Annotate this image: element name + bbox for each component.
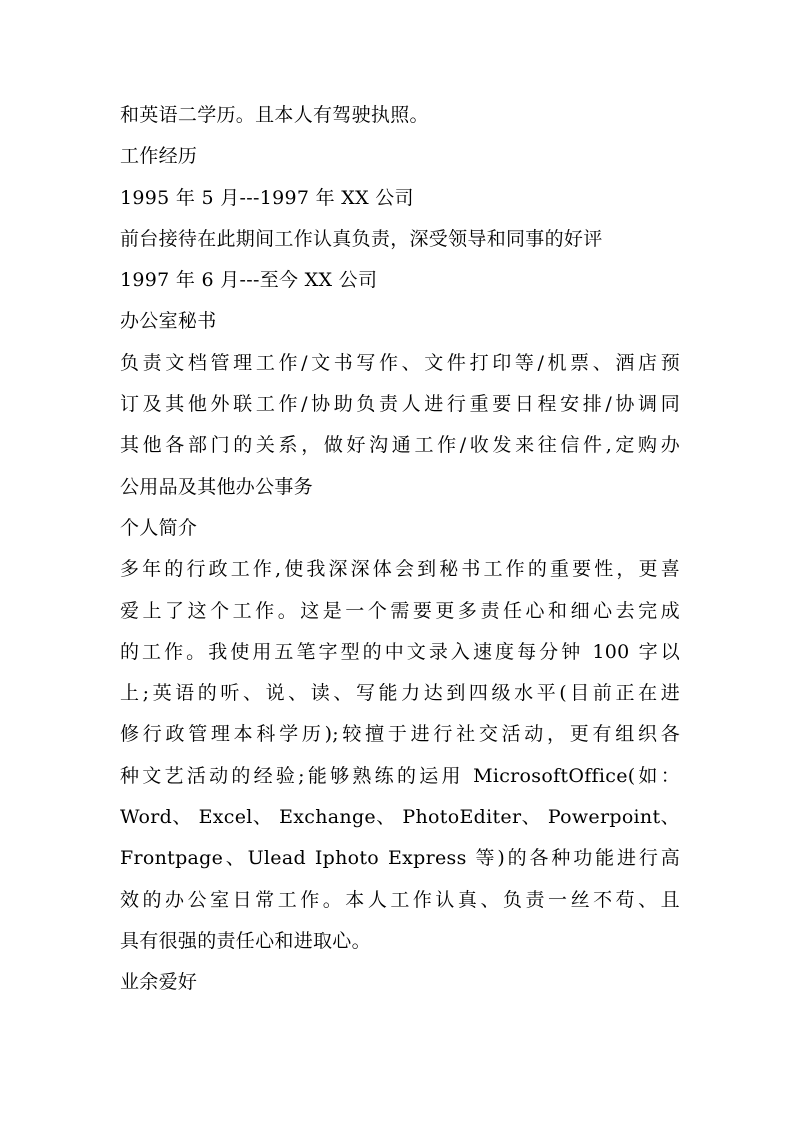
job-period-1: 1995 年 5 月---1997 年 XX 公司 <box>120 186 414 209</box>
profile-line-1: 多年的行政工作,使我深深体会到秘书工作的重要性，更喜 <box>120 558 680 581</box>
profile-line-5: 修行政管理本科学历);较擅于进行社交活动，更有组织各 <box>120 723 680 746</box>
job-description-2-line-2: 订及其他外联工作/协助负责人进行重要日程安排/协调同 <box>120 393 680 416</box>
profile-line-10: 具有很强的责任心和进取心。 <box>120 929 371 952</box>
text-line-education-license: 和英语二学历。且本人有驾驶执照。 <box>120 104 429 126</box>
document-body <box>120 95 680 1004</box>
profile-line-6: 种文艺活动的经验;能够熟练的运用 MicrosoftOffice(如： <box>120 764 680 787</box>
profile-line-7: Word、 Excel、 Exchange、 PhotoEditer、 Powerpoint、 <box>120 806 680 829</box>
job-description-2-line-1: 负责文档管理工作/文书写作、文件打印等/机票、酒店预 <box>120 351 680 374</box>
profile-line-8: Frontpage、Ulead Iphoto Express 等)的各种功能进行高 <box>120 847 680 870</box>
profile-line-3: 的工作。我使用五笔字型的中文录入速度每分钟 100 字以 <box>120 640 680 663</box>
profile-line-2: 爱上了这个工作。这是一个需要更多责任心和细心去完成 <box>120 599 680 622</box>
profile-line-4: 上;英语的听、说、读、写能力达到四级水平(目前正在进 <box>120 682 680 705</box>
section-heading-personal-profile: 个人简介 <box>120 516 198 539</box>
section-heading-work-experience: 工作经历 <box>120 145 198 168</box>
job-description-2-line-4: 公用品及其他办公事务 <box>120 475 314 498</box>
job-title-2: 办公室秘书 <box>120 310 217 333</box>
job-description-1: 前台接待在此期间工作认真负责，深受领导和同事的好评 <box>120 227 603 250</box>
job-period-2: 1997 年 6 月---至今 XX 公司 <box>120 269 378 292</box>
profile-line-9: 效的办公室日常工作。本人工作认真、负责一丝不苟、且 <box>120 888 680 911</box>
job-description-2-line-3: 其他各部门的关系，做好沟通工作/收发来往信件,定购办 <box>120 434 680 457</box>
section-heading-hobbies: 业余爱好 <box>120 971 198 994</box>
